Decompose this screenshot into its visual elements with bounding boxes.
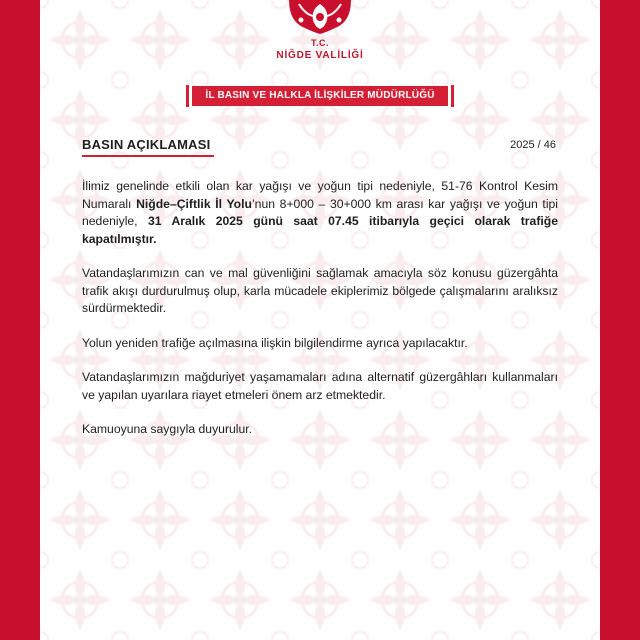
paragraph-1-text-a: İlimiz genelinde etkili olan kar yağışı ve yoğun tipi nedeniyle, 51-76 Kontrol Kesim Numaralı <box>82 179 558 211</box>
road-name: Niğde–Çiftlik İl Yolu <box>136 196 252 211</box>
paragraph-5: Kamuoyuna saygıyla duyurulur. <box>82 422 253 436</box>
paragraph-1-text-c: ’nun 8+000 – 30+000 km arası kar yağışı ve yoğun tipi nedeniyle, <box>82 196 559 228</box>
paragraph-2: Vatandaşlarımızın can ve mal güvenliğini sağlamak amacıyla söz konusu güzergâhta trafik akışı durdurulmuş olup, karla mücadele ekiplerimiz bölgede çalışmalarını aralıksız sürdürmektedir. <box>82 266 558 315</box>
press-release-title: BASIN AÇIKLAMASI <box>82 137 211 152</box>
governorship-title: NİĞDE VALİLİĞİ <box>276 50 364 61</box>
paragraph-4: Vatandaşlarımızın mağduriyet yaşamamaları adına alternatif güzergâhları kullanmaları ve yapılan uyarılara riayet etmeleri önem arz etmektedir. <box>82 370 558 402</box>
crest-emblem-icon <box>283 0 357 34</box>
tc-label: T.C. <box>310 38 329 48</box>
title-underline <box>82 155 214 157</box>
banner-left-accent <box>186 85 189 107</box>
paragraph-1 <box>82 178 558 248</box>
banner-right-accent <box>451 85 454 107</box>
paragraph-3: Yolun yeniden trafiğe açılmasına ilişkin bilgilendirme ayrıca yapılacaktır. <box>82 335 468 350</box>
document-number: 2025 / 46 <box>510 139 556 151</box>
left-red-border <box>0 0 40 640</box>
press-release-body <box>82 178 558 456</box>
directorate-banner: İL BASIN VE HALKLA İLİŞKİLER MÜDÜRLÜĞÜ <box>192 86 448 106</box>
right-red-border <box>600 0 640 640</box>
closure-notice: 31 Aralık 2025 günü saat 07.45 itibarıyla geçici olarak trafiğe kapatılmıştır. <box>82 214 558 246</box>
